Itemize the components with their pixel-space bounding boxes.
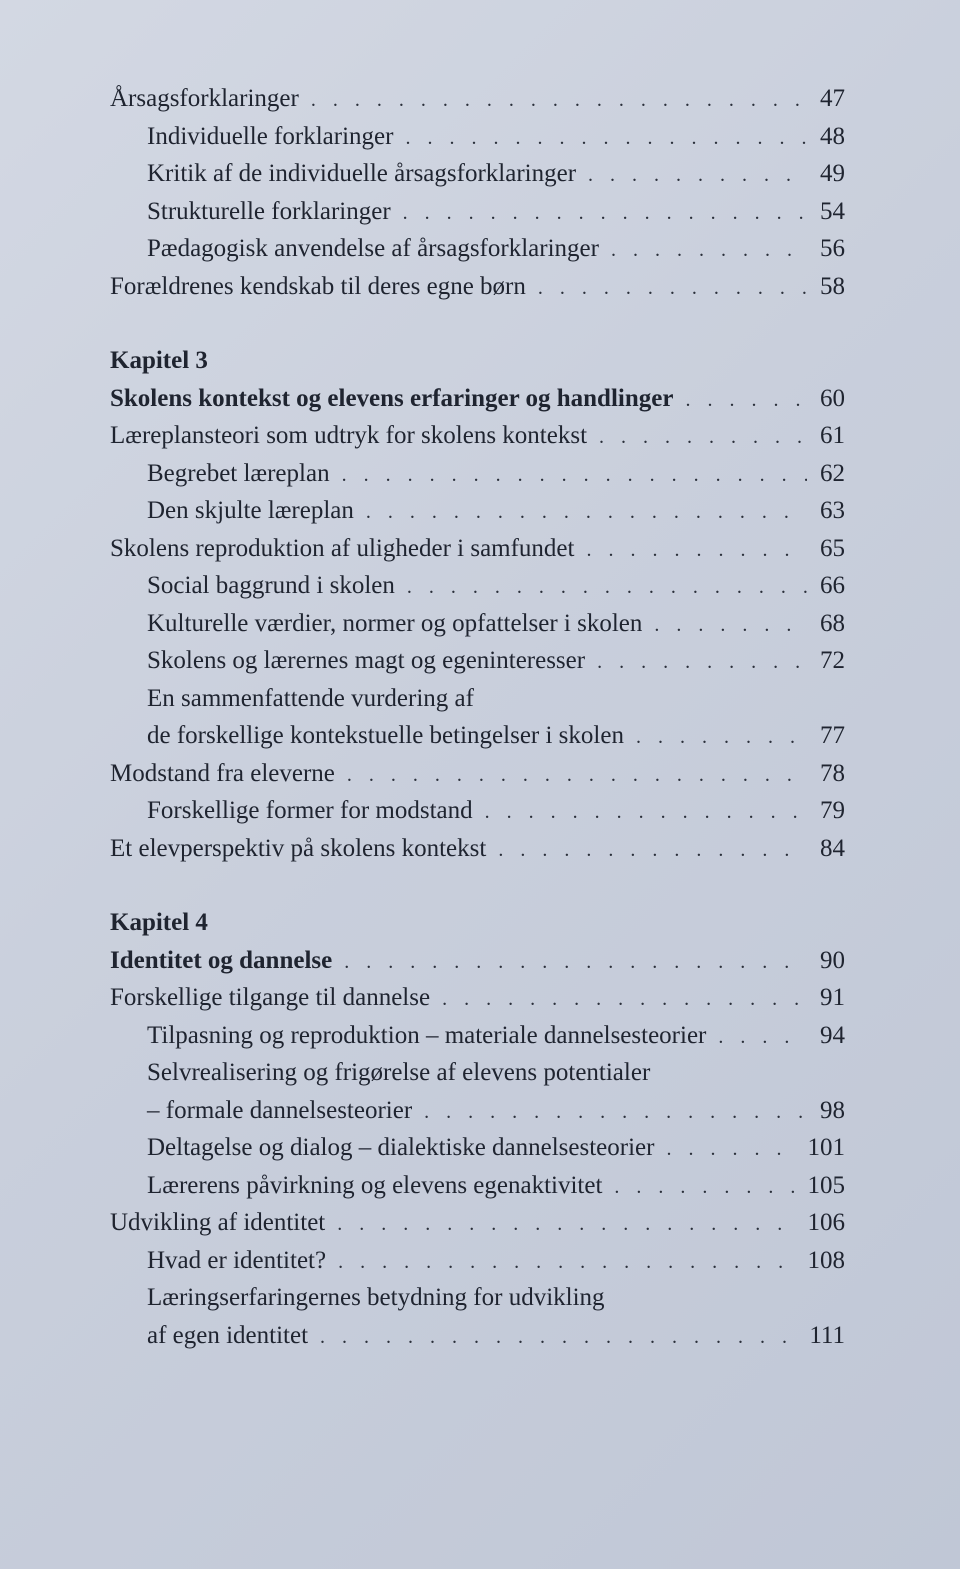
dot-leader [586, 532, 807, 570]
toc-entry-label: Forskellige former for modstand [147, 797, 473, 824]
dot-leader [614, 1169, 797, 1207]
dot-leader [344, 944, 807, 982]
page-number: 101 [807, 1134, 845, 1161]
page-number: 106 [807, 1209, 845, 1236]
toc-entry [110, 455, 845, 493]
page-number: 91 [820, 984, 845, 1011]
dot-leader [338, 1244, 797, 1282]
toc-entry-label: Læreplansteori som udtryk for skolens kontekst [110, 422, 588, 449]
toc-entry-label: Tilpasning og reproduktion – materiale dannelsesteorier [147, 1021, 707, 1049]
toc-entry-label: Pædagogisk anvendelse af årsagsforklaringer [147, 235, 599, 262]
page-number: 108 [807, 1246, 845, 1274]
toc-entry [110, 755, 845, 793]
dot-leader [485, 794, 807, 832]
table-of-contents [110, 80, 845, 1354]
dot-leader [366, 494, 807, 532]
page-number: 105 [807, 1171, 845, 1199]
dot-leader [337, 1206, 797, 1244]
page-number: 65 [820, 534, 845, 562]
toc-entry-label: Udvikling af identitet [110, 1209, 326, 1236]
dot-leader [424, 1094, 807, 1132]
page-number: 78 [820, 759, 845, 787]
page-number: 61 [820, 422, 845, 449]
toc-entry [110, 1092, 845, 1130]
toc-entry-label: Modstand fra eleverne [110, 759, 335, 787]
toc-entry [110, 1167, 845, 1205]
toc-entry-label: Hvad er identitet? [147, 1246, 327, 1274]
page-number: 49 [820, 160, 845, 187]
dot-leader [311, 82, 807, 120]
page-number: 62 [820, 459, 845, 487]
toc-entry [110, 830, 845, 868]
page-number: 68 [820, 609, 845, 637]
section-gap [110, 305, 845, 342]
toc-entry [110, 979, 845, 1017]
page-number: 54 [820, 197, 845, 225]
chapter-heading: Kapitel 3 [110, 347, 208, 374]
toc-entry-label: Deltagelse og dialog – dialektiske dannelsesteorier [147, 1134, 655, 1161]
toc-entry-label: Den skjulte læreplan [147, 497, 354, 524]
page-number: 98 [820, 1096, 845, 1124]
toc-entry [110, 530, 845, 568]
dot-leader [599, 419, 807, 457]
dot-leader [320, 1319, 799, 1357]
dot-leader [405, 120, 807, 158]
toc-entry-label: Skolens reproduktion af uligheder i samfundet [110, 534, 575, 562]
dot-leader [403, 195, 807, 233]
toc-entry-label: Læringserfaringernes betydning for udvikling [147, 1284, 605, 1311]
toc-entry-label: Identitet og dannelse [110, 946, 333, 974]
toc-entry [110, 1317, 845, 1355]
dot-leader [597, 644, 807, 682]
toc-entry-label: Skolens kontekst og elevens erfaringer og handlinger [110, 384, 674, 412]
dot-leader [685, 382, 807, 420]
toc-entry-label: Individuelle forklaringer [147, 122, 394, 150]
dot-leader [347, 757, 807, 795]
page-number: 47 [820, 85, 845, 112]
toc-entry [110, 492, 845, 530]
page-number: 66 [820, 572, 845, 599]
toc-entry-label: Forældrenes kendskab til deres egne børn [110, 272, 526, 300]
toc-entry [110, 193, 845, 231]
toc-entry [110, 118, 845, 156]
toc-entry [110, 605, 845, 643]
toc-entry-label: En sammenfattende vurdering af [147, 684, 474, 712]
toc-entry [110, 1054, 845, 1092]
dot-leader [588, 157, 807, 195]
toc-entry [110, 268, 845, 306]
dot-leader [498, 832, 807, 870]
toc-entry-label: – formale dannelsesteorier [147, 1096, 413, 1124]
dot-leader [538, 270, 807, 308]
toc-entry [110, 717, 845, 755]
dot-leader [407, 569, 807, 607]
dot-leader [718, 1019, 807, 1057]
page-number: 60 [820, 384, 845, 412]
toc-entry [110, 1129, 845, 1167]
toc-entry-label: de forskellige kontekstuelle betingelser i skolen [147, 722, 624, 749]
toc-entry-label: Kulturelle værdier, normer og opfattelser i skolen [147, 609, 643, 637]
toc-entry [110, 230, 845, 268]
page-number: 56 [820, 235, 845, 262]
dot-leader [636, 719, 807, 757]
section-gap [110, 867, 845, 904]
toc-entry [110, 1204, 845, 1242]
toc-entry [110, 680, 845, 718]
toc-entry [110, 567, 845, 605]
page-number: 111 [809, 1321, 845, 1349]
page-number: 90 [820, 946, 845, 974]
toc-entry-label: Social baggrund i skolen [147, 572, 395, 599]
chapter-title-row [110, 942, 845, 980]
toc-entry-label: Begrebet læreplan [147, 459, 330, 487]
toc-entry [110, 792, 845, 830]
dot-leader [442, 981, 807, 1019]
toc-entry [110, 1017, 845, 1055]
page-number: 72 [820, 647, 845, 674]
toc-entry-label: Skolens og lærernes magt og egeninteresser [147, 647, 586, 674]
toc-entry-label: af egen identitet [147, 1321, 309, 1349]
toc-entry-label: Forskellige tilgange til dannelse [110, 984, 431, 1011]
page-number: 79 [820, 797, 845, 824]
toc-entry-label: Selvrealisering og frigørelse af elevens potentialer [147, 1059, 651, 1086]
page-number: 84 [820, 834, 845, 862]
page-number: 77 [820, 722, 845, 749]
toc-entry [110, 80, 845, 118]
page-number: 48 [820, 122, 845, 150]
dot-leader [342, 457, 807, 495]
toc-entry [110, 417, 845, 455]
chapter-heading: Kapitel 4 [110, 909, 208, 936]
dot-leader [654, 607, 807, 645]
toc-entry-label: Et elevperspektiv på skolens kontekst [110, 834, 487, 862]
dot-leader [611, 232, 807, 270]
toc-entry-label: Strukturelle forklaringer [147, 197, 391, 225]
toc-entry-label: Kritik af de individuelle årsagsforklaringer [147, 160, 577, 187]
page-number: 94 [820, 1021, 845, 1049]
toc-entry [110, 1242, 845, 1280]
page-number: 58 [820, 272, 845, 300]
toc-entry-label: Årsagsforklaringer [110, 85, 299, 112]
dot-leader [666, 1131, 797, 1169]
toc-entry [110, 1279, 845, 1317]
toc-entry-label: Lærerens påvirkning og elevens egenaktivitet [147, 1171, 603, 1199]
toc-entry [110, 642, 845, 680]
toc-entry [110, 155, 845, 193]
chapter-title-row [110, 380, 845, 418]
page-number: 63 [820, 497, 845, 524]
